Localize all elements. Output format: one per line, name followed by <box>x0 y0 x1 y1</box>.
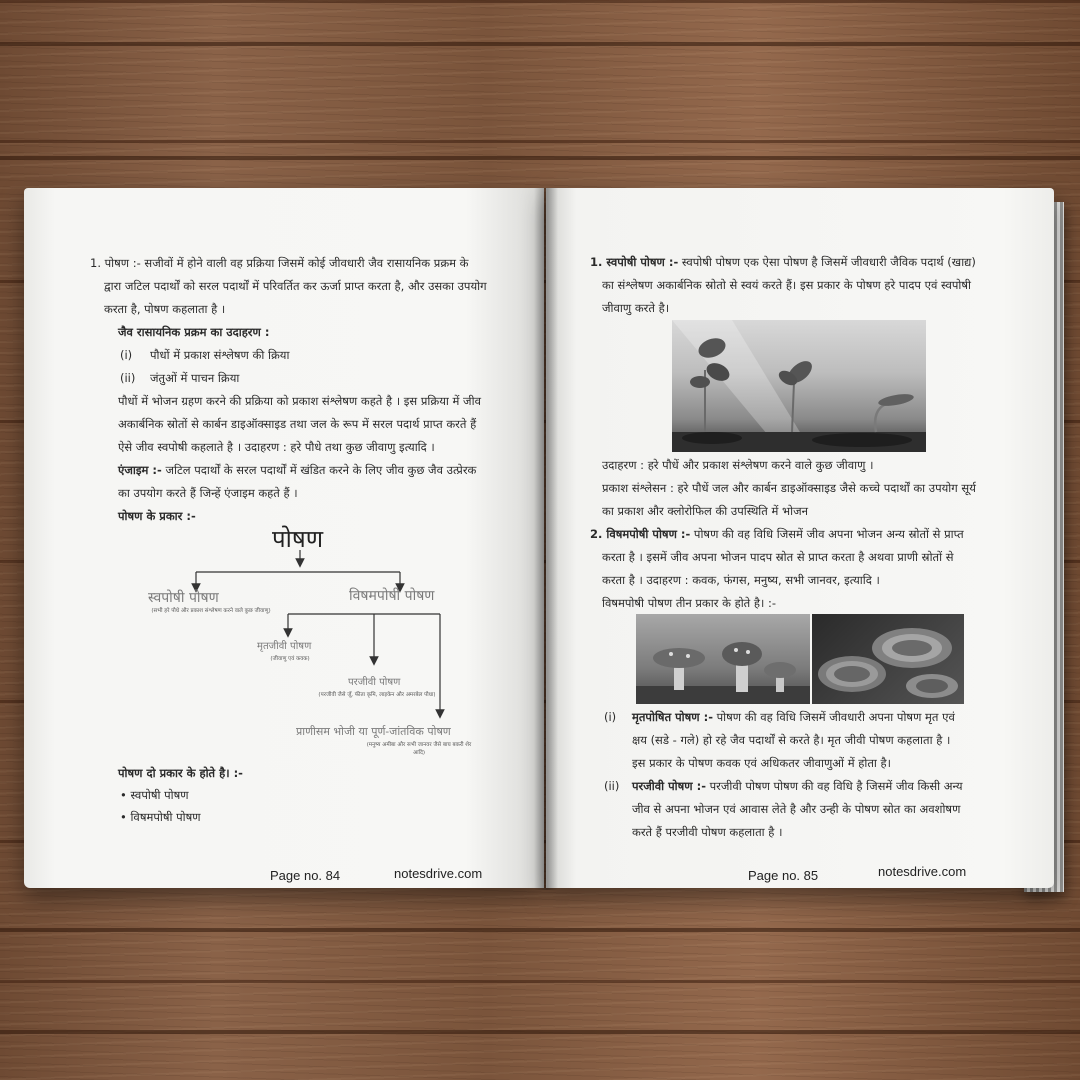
bullet-item-2: • विषमपोषी पोषण <box>120 810 201 824</box>
photosynthesis-line-1: पौधों में भोजन ग्रहण करने की प्रक्रिया को प्रकाश संश्लेषण कहते है । इस प्रक्रिया में जीव <box>118 394 481 408</box>
two-types-heading: पोषण दो प्रकार के होते है। :- <box>118 766 243 780</box>
autotrophic-label: 1. स्वपोषी पोषण :- <box>590 255 679 269</box>
saprophytic-line-1 <box>632 706 955 729</box>
saprophytic-line-2: क्षय (सडे - गले) हो रहे जैव पदार्थों से करते है। मृत जीवी पोषण कहलाता है । <box>632 733 951 747</box>
diagram-autotrophic-note: (सभी हरे पौधे और प्रकाश संश्लेषण करने वाले कुछ जीवाणु) <box>151 608 271 614</box>
heterotrophic-line-4: विषमपोषी पोषण तीन प्रकार के होते है। :- <box>602 596 777 610</box>
saprophytic-line-3: इस प्रकार के पोषण कवक एवं अधिकतर जीवाणुओं में होता है। <box>632 756 891 770</box>
photosynthesis-line-2: अकार्बनिक स्रोतों से कार्बन डाइऑक्साइड तथा जल के रूप में सरल पदार्थ प्राप्त करते हैं <box>118 417 477 431</box>
heterotrophic-line-2: करता है । इसमें जीव अपना भोजन पादप स्रोत से प्राप्त करता है अथवा प्राणी स्रोतों से <box>602 550 954 564</box>
site-url-left: notesdrive.com <box>394 866 483 881</box>
parasitic-label: परजीवी पोषण :- <box>632 779 706 793</box>
parasitic-line-2: जीव से अपना भोजन एवं आवास लेते है और उन्ही के पोषण स्रोत का अवशोषण <box>632 802 961 816</box>
diagram-parasitic-node: परजीवी पोषण <box>348 677 401 688</box>
saprophytic-label: मृतपोषित पोषण :- <box>632 710 713 724</box>
open-book <box>24 188 1064 896</box>
left-page <box>24 188 544 888</box>
intro-line-1: 1. पोषण :- सजीवों में होने वाली वह प्रक्रिया जिसमें कोई जीवधारी जैव रासायनिक प्रक्रम के <box>90 256 469 270</box>
example-1: पौधों में प्रकाश संश्लेषण की क्रिया <box>150 348 290 362</box>
bullet-item-1: • स्वपोषी पोषण <box>120 788 189 802</box>
diagram-holozoic-node: प्राणीसम भोजी या पूर्ण-जांतविक पोषण <box>296 725 451 738</box>
page-number-right: Page no. 85 <box>748 868 819 883</box>
example-2-number: (ii) <box>120 371 136 385</box>
intro-line-3: करता है, पोषण कहलाता है । <box>104 302 226 316</box>
heterotrophic-line-3: करता है । उदाहरण : कवक, फंगस, मनुष्य, सभी जानवर, इत्यादि । <box>602 573 880 587</box>
diagram-autotrophic-node: स्वपोषी पोषण <box>148 590 219 606</box>
photosynthesis-line-3: ऐसे जीव स्वपोषी कहलाते है । उदाहरण : हरे पौधे तथा कुछ जीवाणु इत्यादि । <box>118 440 435 454</box>
mushrooms-illustration <box>636 614 810 704</box>
wood-plank-seam <box>0 928 1080 932</box>
seedlings-illustration <box>672 320 926 452</box>
types-heading: पोषण के प्रकार :- <box>118 509 196 523</box>
intro-line-2: द्वारा जटिल पदार्थों को सरल पदार्थों में परिवर्तित कर ऊर्जा प्राप्त करता है, और उसका उपयोग <box>104 279 487 293</box>
diagram-heterotrophic-node: विषमपोषी पोषण <box>349 588 435 604</box>
parasitic-line-1 <box>632 775 963 798</box>
bullet-item-1-label: स्वपोषी पोषण <box>130 788 189 802</box>
bullet-item-2-label: विषमपोषी पोषण <box>130 810 201 824</box>
example-2: जंतुओं में पाचन क्रिया <box>150 371 240 385</box>
example-heading: जैव रासायनिक प्रक्रम का उदाहरण : <box>118 325 270 339</box>
diagram-saprophytic-node: मृतजीवी पोषण <box>257 641 312 652</box>
book-spine-shadow <box>534 188 558 890</box>
bracket-fungus-illustration <box>812 614 964 704</box>
mushrooms-photo <box>636 614 810 704</box>
bracket-fungus-photo <box>812 614 964 704</box>
autotrophic-line-3: जीवाणु करते है। <box>602 301 670 315</box>
right-page <box>546 188 1054 888</box>
autotrophic-text-1: स्वपोषी पोषण एक ऐसा पोषण है जिसमें जीवधारी जैविक पदार्थ (खाद्य) <box>681 255 976 269</box>
site-url-right: notesdrive.com <box>878 864 967 879</box>
diagram-root-node: पोषण <box>272 525 324 553</box>
autotrophic-line-2: का संश्लेषण अकार्बनिक स्रोतो से स्वयं करते हैं। इस प्रकार के पोषण हरे पादप एवं स्वपोषी <box>602 278 972 292</box>
heterotrophic-label: 2. विषमपोषी पोषण :- <box>590 527 691 541</box>
photosynthesis-def-1: प्रकाश संश्लेसन : हरे पौधें जल और कार्बन डाइऑक्साइड जैसे कच्चे पदार्थों का उपयोग सूर्य <box>602 481 976 495</box>
photosynthesis-def-2: का प्रकाश और क्लोरोफिल की उपस्थिति में भोजन <box>602 504 809 518</box>
wood-plank-seam <box>0 156 1080 160</box>
enzyme-line-1 <box>118 459 476 482</box>
autotrophic-line-1 <box>590 251 976 274</box>
wood-plank-seam <box>0 42 1080 46</box>
parasitic-number: (ii) <box>604 779 620 793</box>
parasitic-line-3: करते हैं परजीवी पोषण कहलाता है । <box>632 825 783 839</box>
wood-plank-seam <box>0 1030 1080 1034</box>
parasitic-text-1: परजीवी पोषण पोषण की वह विधि है जिसमें जीव किसी अन्य <box>709 779 963 793</box>
diagram-holozoic-note: (मनुष्य अमीबा और सभी जानवर जैसे बाघ बकरी शेर आदि) <box>366 742 472 756</box>
heterotrophic-text-1: पोषण की वह विधि जिसमें जीव अपना भोजन अन्य स्रोतों से प्राप्त <box>693 527 964 541</box>
saprophytic-text-1: पोषण की वह विधि जिसमें जीवधारी अपना पोषण मृत एवं <box>716 710 955 724</box>
enzyme-label: एंजाइम :- <box>118 463 162 477</box>
heterotrophic-line-1 <box>590 523 964 546</box>
example-1-number: (i) <box>120 348 133 362</box>
diagram-parasitic-note: (परजीवी जैसे जूँ, फीता कृमि, लाइकेन और अमरबेल पौधा) <box>318 692 436 698</box>
seedlings-photo <box>672 320 926 452</box>
saprophytic-number: (i) <box>604 710 617 724</box>
page-number-left: Page no. 84 <box>270 868 341 883</box>
enzyme-text-1: जटिल पदार्थों के सरल पदार्थों में खंडित करने के लिए जीव कुछ जैव उत्प्रेरक <box>165 463 477 477</box>
autotrophic-example: उदाहरण : हरे पौधें और प्रकाश संश्लेषण करने वाले कुछ जीवाणु । <box>602 458 874 472</box>
diagram-saprophytic-note: (जीवाणु एवं कवक) <box>270 656 310 662</box>
enzyme-line-2: का उपयोग करते हैं जिन्हें एंजाइम कहते हैं । <box>118 486 298 500</box>
